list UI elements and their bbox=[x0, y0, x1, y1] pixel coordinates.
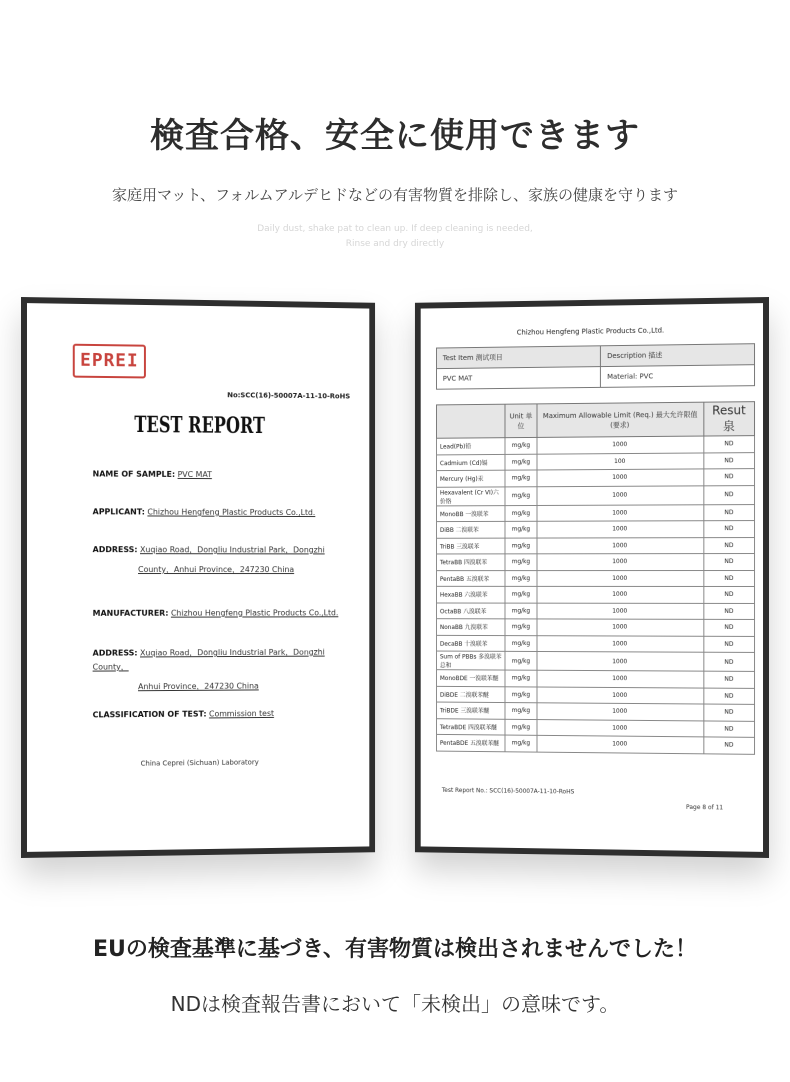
result-row bbox=[437, 452, 755, 471]
manufacturer-field bbox=[93, 606, 356, 620]
item-label: Test Item 测试项目 bbox=[437, 346, 601, 369]
result-row bbox=[437, 504, 755, 522]
test-results-page bbox=[415, 297, 769, 858]
result-cell-unit: mg/kg bbox=[505, 586, 537, 602]
subline: 家庭用マット、フォルムアルデヒドなどの有害物質を排除し、家族の健康を守ります bbox=[111, 186, 679, 204]
result-cell-name: Hexavalent (Cr VI)六价铬 bbox=[437, 486, 505, 505]
applicant-field bbox=[93, 505, 356, 520]
address-value-2: County，Anhui Province，247230 China bbox=[138, 565, 295, 575]
result-cell-name: MonoBDE 一溴联苯醚 bbox=[437, 670, 505, 687]
classification-field bbox=[93, 706, 356, 722]
result-cell-result: ND bbox=[703, 671, 754, 688]
address2-value-2: Anhui Province，247230 China bbox=[138, 681, 259, 692]
result-cell-unit: mg/kg bbox=[505, 651, 537, 670]
result-cell-unit: mg/kg bbox=[505, 454, 537, 470]
result-row bbox=[437, 521, 755, 538]
col-result: Resut 泉 bbox=[703, 402, 754, 436]
result-cell-unit: mg/kg bbox=[505, 603, 537, 619]
address-value-1: Xuqiao Road，Dongliu Industrial Park，Dongzhi bbox=[140, 545, 325, 555]
result-cell-name: PentaBB 五溴联苯 bbox=[437, 570, 505, 586]
result-cell-limit: 1000 bbox=[537, 485, 703, 505]
result-cell-limit: 1000 bbox=[537, 586, 703, 603]
result-cell-result: ND bbox=[703, 485, 754, 504]
col-unit: Unit 单位 bbox=[505, 404, 537, 438]
result-cell-name: PentaBDE 五溴联苯醚 bbox=[437, 734, 505, 751]
result-cell-unit: mg/kg bbox=[505, 735, 537, 752]
address2-value-1: Xuqiao Road，Dongliu Industrial Park，Dongzhi County， bbox=[92, 647, 325, 672]
address2-label: ADDRESS: bbox=[92, 648, 138, 658]
applicant-value: Chizhou Hengfeng Plastic Products Co.,Ltd. bbox=[147, 507, 316, 518]
faint-caption-1: Daily dust, shake pat to clean up. If deep cleaning is needed, bbox=[257, 224, 533, 234]
result-row bbox=[437, 734, 755, 753]
result-cell-result: ND bbox=[703, 737, 754, 754]
result-row bbox=[437, 554, 755, 571]
address-label: ADDRESS: bbox=[92, 545, 138, 555]
result-cell-unit: mg/kg bbox=[505, 619, 537, 635]
result-cell-result: ND bbox=[703, 469, 754, 486]
result-row bbox=[437, 537, 755, 554]
result-cell-result: ND bbox=[703, 619, 754, 636]
col-item bbox=[437, 404, 505, 438]
result-cell-result: ND bbox=[703, 554, 754, 571]
result-cell-limit: 1000 bbox=[537, 703, 703, 721]
result-cell-limit: 1000 bbox=[537, 570, 703, 586]
manufacturer-value: Chizhou Hengfeng Plastic Products Co.,Ltd. bbox=[170, 608, 339, 618]
result-cell-unit: mg/kg bbox=[505, 521, 537, 537]
result-cell-result: ND bbox=[703, 537, 754, 554]
result-cell-name: DecaBB 十溴联苯 bbox=[437, 635, 505, 651]
result-cell-name: Lead(Pb)铅 bbox=[437, 438, 505, 455]
result-cell-result: ND bbox=[703, 586, 754, 603]
test-report-cover bbox=[21, 297, 375, 858]
result-cell-unit: mg/kg bbox=[505, 437, 537, 454]
report-title: TEST REPORT bbox=[134, 412, 265, 439]
result-row bbox=[437, 485, 755, 505]
result-row bbox=[437, 570, 755, 586]
applicant-label: APPLICANT: bbox=[92, 507, 145, 517]
result-cell-result: ND bbox=[703, 570, 754, 586]
footer-report-no: Test Report No.: SCC(16)-50007A-11-10-RoHS bbox=[441, 786, 575, 796]
info-table bbox=[436, 343, 755, 390]
result-cell-limit: 1000 bbox=[537, 670, 703, 687]
result-cell-unit: mg/kg bbox=[505, 538, 537, 554]
result-cell-result: ND bbox=[703, 636, 754, 653]
result-cell-name: OctaBB 八溴联苯 bbox=[437, 603, 505, 619]
result-cell-result: ND bbox=[703, 452, 754, 469]
company-header: Chizhou Hengfeng Plastic Products Co.,Ltd. bbox=[516, 326, 665, 337]
result-row bbox=[437, 469, 755, 487]
result-cell-result: ND bbox=[703, 504, 754, 521]
item-value: PVC MAT bbox=[437, 367, 601, 390]
sample-name-value: PVC MAT bbox=[177, 469, 212, 480]
result-cell-limit: 1000 bbox=[537, 651, 703, 671]
result-cell-name: TriBB 三溴联苯 bbox=[437, 538, 505, 554]
result-cell-unit: mg/kg bbox=[505, 505, 537, 521]
result-cell-result: ND bbox=[703, 652, 754, 671]
result-cell-unit: mg/kg bbox=[505, 670, 537, 686]
result-cell-unit: mg/kg bbox=[505, 703, 537, 720]
result-cell-name: TriBDE 三溴联苯醚 bbox=[437, 702, 505, 719]
result-cell-name: TetraBB 四溴联苯 bbox=[437, 554, 505, 570]
footer-page: Page 8 of 11 bbox=[686, 803, 724, 812]
result-cell-result: ND bbox=[703, 603, 754, 620]
result-cell-limit: 1000 bbox=[537, 537, 703, 554]
sample-name-label: NAME OF SAMPLE: bbox=[92, 469, 176, 479]
result-cell-result: ND bbox=[703, 436, 754, 453]
laboratory-name: China Ceprei (Sichuan) Laboratory bbox=[140, 758, 259, 768]
sample-name-field bbox=[93, 467, 356, 482]
result-cell-limit: 1000 bbox=[537, 635, 703, 652]
eprei-logo: EPREI bbox=[73, 344, 146, 379]
classification-value: Commission test bbox=[209, 709, 274, 719]
result-cell-name: DiBDE 二溴联苯醚 bbox=[437, 686, 505, 703]
headline: 検査合格、安全に使用できます bbox=[150, 116, 640, 156]
result-cell-limit: 1000 bbox=[537, 436, 703, 454]
desc-label: Description 描述 bbox=[601, 344, 755, 367]
result-cell-limit: 1000 bbox=[537, 735, 703, 753]
result-cell-limit: 100 bbox=[537, 452, 703, 469]
result-cell-result: ND bbox=[703, 704, 754, 721]
result-cell-unit: mg/kg bbox=[505, 470, 537, 486]
desc-value: Material: PVC bbox=[601, 365, 755, 388]
result-cell-name: HexaBB 六溴联苯 bbox=[437, 586, 505, 602]
result-cell-limit: 1000 bbox=[537, 504, 703, 521]
result-cell-result: ND bbox=[703, 688, 754, 705]
result-row bbox=[437, 635, 755, 653]
result-row bbox=[437, 619, 755, 636]
result-cell-unit: mg/kg bbox=[505, 635, 537, 651]
result-cell-name: DiBB 二溴联苯 bbox=[437, 521, 505, 537]
result-cell-limit: 1000 bbox=[537, 687, 703, 705]
result-cell-limit: 1000 bbox=[537, 521, 703, 538]
result-row bbox=[437, 651, 755, 671]
address-field bbox=[93, 543, 356, 577]
results-table bbox=[436, 401, 755, 754]
result-cell-name: Mercury (Hg)汞 bbox=[437, 470, 505, 487]
result-cell-unit: mg/kg bbox=[505, 719, 537, 736]
result-cell-name: Sum of PBBs 多溴联苯总和 bbox=[437, 651, 505, 670]
result-cell-unit: mg/kg bbox=[505, 486, 537, 505]
result-cell-limit: 1000 bbox=[537, 554, 703, 571]
result-cell-unit: mg/kg bbox=[505, 554, 537, 570]
results-body bbox=[437, 436, 755, 754]
result-row bbox=[437, 586, 755, 603]
result-cell-result: ND bbox=[703, 521, 754, 538]
result-cell-limit: 1000 bbox=[537, 719, 703, 737]
nd-explanation: NDは検査報告書において「未検出」の意味です。 bbox=[170, 992, 620, 1016]
result-cell-name: Cadmium (Cd)镉 bbox=[437, 454, 505, 471]
result-cell-result: ND bbox=[703, 720, 754, 737]
result-row bbox=[437, 603, 755, 620]
result-cell-name: MonoBB 一溴联苯 bbox=[437, 505, 505, 521]
report-ref-no: No:SCC(16)-50007A-11-10-RoHS bbox=[227, 391, 351, 401]
result-cell-unit: mg/kg bbox=[505, 686, 537, 702]
result-cell-limit: 1000 bbox=[537, 469, 703, 486]
result-cell-unit: mg/kg bbox=[505, 570, 537, 586]
bottom-statement: EUの検査基準に基づき、有害物質は検出されませんでした！ bbox=[92, 937, 697, 962]
result-cell-name: TetraBDE 四溴联苯醚 bbox=[437, 718, 505, 735]
result-cell-name: NonaBB 九溴联苯 bbox=[437, 619, 505, 635]
col-limit: Maximum Allowable Limit (Req.) 最大允许限值(要求) bbox=[537, 402, 703, 437]
result-cell-limit: 1000 bbox=[537, 603, 703, 620]
address2-field bbox=[93, 646, 356, 695]
classification-label: CLASSIFICATION OF TEST: bbox=[92, 709, 207, 720]
manufacturer-label: MANUFACTURER: bbox=[92, 608, 169, 618]
result-cell-limit: 1000 bbox=[537, 619, 703, 636]
faint-caption-2: Rinse and dry directly bbox=[345, 239, 445, 249]
